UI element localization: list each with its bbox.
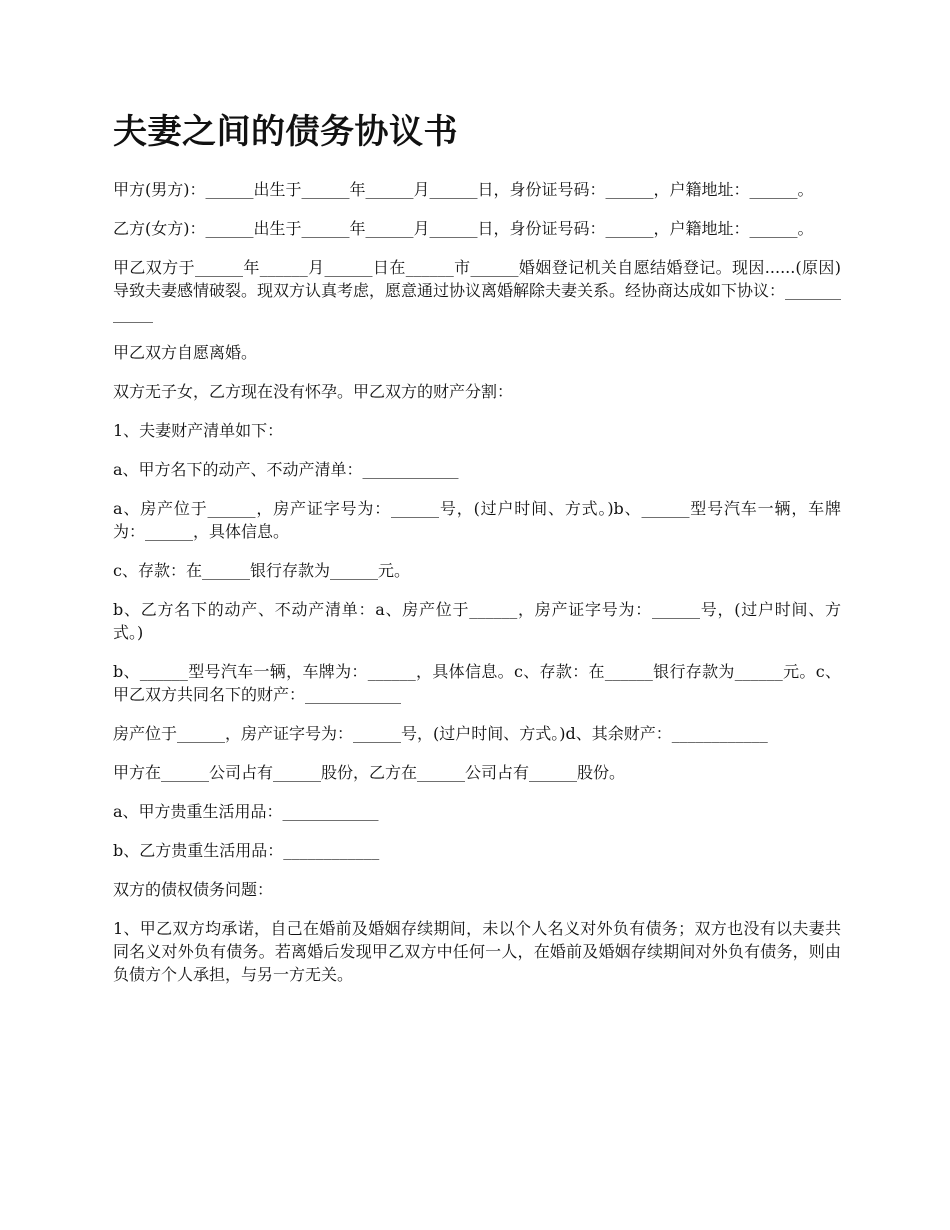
- debt-heading: 双方的债权债务问题：: [113, 880, 274, 899]
- property-list-heading: 1、夫妻财产清单如下：: [113, 421, 284, 440]
- document-page: [113, 108, 841, 1002]
- joint-house-other: 房产位于______，房产证字号为：______号，(过户时间、方式。)d、其余财产：____________: [113, 724, 768, 743]
- party-a-house-car: a、房产位于______，房产证字号为：______号，(过户时间、方式。)b、______型号汽车一辆，车牌为：______，具体信息。: [113, 499, 841, 541]
- debt-clause-1: 1、甲乙双方均承诺，自己在婚前及婚姻存续期间，未以个人名义对外负有债务；双方也没有以夫妻共同名义对外负有债务。若离婚后发现甲乙双方中任何一人，在婚前及婚姻存续期间对外负有债务，则由负债方个人承担，与另一方无关。: [113, 919, 841, 984]
- party-b-assets: b、乙方名下的动产、不动产清单：a、房产位于______，房产证字号为：______号，(过户时间、方式。): [113, 600, 841, 642]
- divorce-agreement: 甲乙双方自愿离婚。: [113, 343, 258, 362]
- party-b-valuables: b、乙方贵重生活用品：____________: [113, 841, 380, 860]
- document-title: 夫妻之间的债务协议书: [113, 112, 458, 152]
- party-a-deposit: c、存款：在______银行存款为______元。: [113, 561, 410, 580]
- company-shares: 甲方在______公司占有______股份，乙方在______公司占有______股份。: [113, 763, 626, 782]
- party-a-valuables: a、甲方贵重生活用品：____________: [113, 802, 379, 821]
- party-a-assets-heading: a、甲方名下的动产、不动产清单：____________: [113, 460, 459, 479]
- party-b-car-deposit-joint: b、______型号汽车一辆，车牌为：______，具体信息。c、存款：在______银行存款为______元。c、甲乙双方共同名下的财产：____________: [113, 662, 841, 704]
- marriage-background: 甲乙双方于______年______月______日在______市______婚姻登记机关自愿结婚登记。现因......(原因)导致夫妻感情破裂。现双方认真考虑，愿意通过协议离婚解除夫妻关系。经协商达成如下协议：____________: [113, 258, 842, 323]
- children-and-property-intro: 双方无子女，乙方现在没有怀孕。甲乙双方的财产分割：: [113, 382, 514, 401]
- party-b-info: 乙方(女方)：______出生于______年______月______日，身份证号码：______，户籍地址：______。: [113, 219, 814, 238]
- party-a-info: 甲方(男方)：______出生于______年______月______日，身份证号码：______，户籍地址：______。: [113, 180, 814, 199]
